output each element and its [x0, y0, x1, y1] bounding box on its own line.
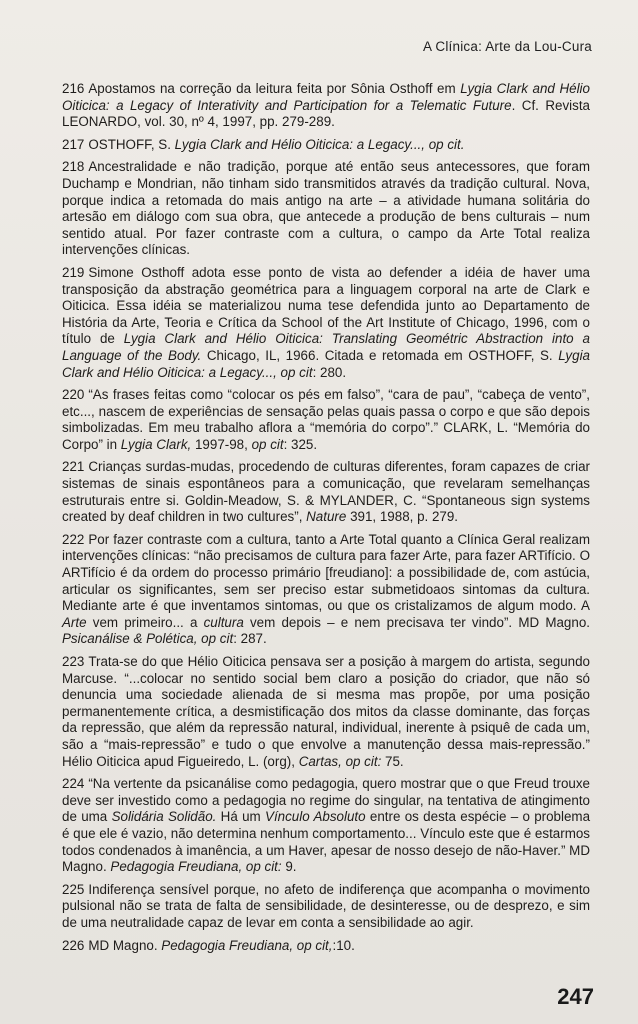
endnote-italic-text: Psicanálise & Polética, op cit: [62, 631, 234, 647]
endnote-text: : 280.: [312, 364, 347, 380]
endnote-number: 216: [62, 81, 85, 96]
endnote: [62, 654, 590, 770]
endnote-number: 226: [62, 937, 85, 953]
endnote: [62, 459, 590, 525]
endnote-text: Indiferença sensível porque, no afeto de indiferença que acompanha o movimento pulsional não se trata de falta de sensibilidade, de desinteresse, ou de desprezo, e sim de uma neutralidade capaz de levar em conta a sensibilidade ao agir.: [62, 881, 590, 930]
endnote-text: entre os desta espécie – o problema é que ele é vazio, não determina nenhum comportamento... Vínculo este que é estarmos todos condenados à imanência, a um Haver, apesar de nosso desejo de não-Haver.” MD Magno.: [62, 809, 591, 875]
endnote-text: 75.: [381, 753, 404, 769]
endnote-italic-text: Vínculo Absoluto: [265, 809, 366, 825]
endnote-number: 217: [62, 136, 85, 152]
endnote-number: 220: [62, 387, 85, 403]
endnote-text: : 287.: [233, 631, 267, 647]
endnote-number: 218: [62, 159, 85, 175]
endnote: [62, 387, 590, 453]
endnote-italic-text: Lygia Clark and Hélio Oiticica: a Legacy of Interativity and Participation for a Telematic Future: [62, 81, 590, 113]
endnote: [62, 159, 590, 259]
endnote-text: OSTHOFF, S.: [88, 136, 175, 152]
page-number: 247: [557, 984, 594, 1009]
endnote-text: Trata-se do que Hélio Oiticica pensava ser a posição à margem do artista, segundo Marcuse. “...colocar no sentido social bem claro a posição do criador, que não só denuncia uma sociedade alienada de si mesma mas propõe, por uma posição permanentemente crítica, a desmistificação dos mitos da classe dominante, das forças da repressão, que além da repressão natural, individual, inerente à psiquê de cada um, são a “mais-repressão” e tudo o que envolve a manutenção dessa mais-repressão.” Hélio Oiticica apud Figueiredo, L. (org),: [62, 654, 590, 769]
endnote-italic-text: Lygia Clark and Hélio Oiticica: a Legacy..., op cit.: [174, 136, 465, 152]
endnote-italic-text: Pedagogia Freudiana, op cit:: [110, 859, 282, 875]
endnote-text: Apostamos na correção da leitura feita por Sônia Osthoff em: [88, 81, 461, 96]
endnote-italic-text: Lygia Clark,: [120, 436, 192, 452]
endnote-italic-text: cultura: [203, 614, 244, 630]
endnote: [62, 532, 590, 648]
endnote-text: “As frases feitas como “colocar os pés em falso”, “cara de pau”, “cabeça de vento”, etc..., nascem de experiências de sensação pelas quais passa o corpo e que são depois simbolizadas. Em meu trabalho aflora a “memória do corpo”.” CLARK, L. “Memória do Corpo” in: [62, 387, 590, 452]
running-head: A Clínica: Arte da Lou-Cura: [423, 39, 592, 54]
endnote-text: “Na vertente da psicanálise como pedagogia, quero mostrar que o que Freud trouxe deve ser investido como a pedagogia no regime do singular, na tentativa de atingimento de uma: [62, 776, 590, 825]
endnote-text: :10.: [332, 937, 355, 953]
endnote-number: 219: [62, 264, 85, 280]
endnote-text: Chicago, IL, 1966. Citada e retomada em OSTHOFF, S.: [201, 347, 559, 363]
endnote-italic-text: Pedagogia Freudiana, op cit,: [161, 937, 333, 953]
endnote: [62, 265, 590, 381]
endnote-italic-text: Cartas, op cit:: [298, 753, 382, 769]
endnote-number: 225: [62, 881, 85, 897]
endnote-text: Por fazer contraste com a cultura, tanto a Arte Total quanto a Clínica Geral realizam intervenções clínicas: “não precisamos de cultura para fazer Arte, para fazer ARTifício. O ARTifício é da ordem do processo primário [freudiano]: a possibilidade de, com astúcia, articular os significantes, sem ser preciso estar submetidoaos sintomas da cultura. Mediante arte é que inventamos sintomas, ou que os cristalizamos de algum modo. A: [62, 531, 590, 614]
endnote-text: vem depois – e nem precisava ter vindo”. MD Magno.: [243, 614, 590, 630]
endnote-italic-text: Solidária Solidão.: [111, 809, 217, 825]
endnotes-list: [62, 81, 590, 960]
endnote-text: Há um: [216, 809, 266, 825]
endnote-italic-text: Lygia Clark and Hélio Oiticica: Translating Geométric Abstraction into a Language of the Body.: [62, 331, 590, 363]
endnote-text: Crianças surdas-mudas, procedendo de culturas diferentes, foram capazes de criar sistemas de sinais espontâneos para a comunicação, que revelaram semelhanças estruturais entre si. Goldin-Meadow, S. & MYLANDER, C. “Spontaneous sign systems created by deaf children in two cultures”,: [62, 459, 590, 525]
endnote-number: 221: [62, 459, 85, 475]
endnote-italic-text: Lygia Clark and Hélio Oiticica: a Legacy..., op cit: [62, 347, 590, 380]
endnote-italic-text: op cit: [251, 436, 284, 452]
endnote-number: 222: [62, 531, 85, 547]
endnote-text: Ancestralidade e não tradição, porque até então seus antecessores, que foram Duchamp e Mondrian, não tinham sido transmitidos através da tradição cultural. Nova, porque indica a retomada do mais antigo na arte – a atividade humana solitária do artesão em diálogo com sua obra, que antecede a produção de bens culturais – num sentido atual. Por fazer contraste com a cultura, o campo da Arte Total realiza intervenções clínicas.: [62, 159, 590, 258]
endnote-text: vem primeiro... a: [86, 614, 204, 630]
endnote: [62, 882, 590, 932]
endnote-text: : 325.: [283, 436, 318, 452]
endnote-text: . Cf. Revista LEONARDO, vol. 30, nº 4, 1997, pp. 279-289.: [62, 97, 590, 130]
endnote-number: 224: [62, 776, 85, 792]
endnote-text: 9.: [281, 859, 297, 875]
endnote-text: 1997-98,: [191, 436, 252, 452]
endnote-italic-text: Arte: [62, 614, 87, 630]
endnote-italic-text: Nature: [306, 509, 347, 525]
endnote: [62, 938, 590, 955]
endnote-number: 223: [62, 654, 85, 669]
endnote-text: MD Magno.: [88, 937, 162, 953]
endnote: [62, 776, 590, 876]
endnote-text: Simone Osthoff adota esse ponto de vista ao defender a idéia de haver uma transposição da abstração geométrica para a linguagem corporal na arte de Clark e Oiticica. Essa idéia se materializou numa tese defendida junto ao Departamento de História da Arte, Teoria e Crítica da School of the Art Institute of Chicago, 1996, com o título de: [62, 264, 590, 347]
endnote-text: 391, 1988, p. 279.: [346, 509, 459, 525]
endnote: [62, 81, 590, 131]
endnote: [62, 137, 590, 154]
